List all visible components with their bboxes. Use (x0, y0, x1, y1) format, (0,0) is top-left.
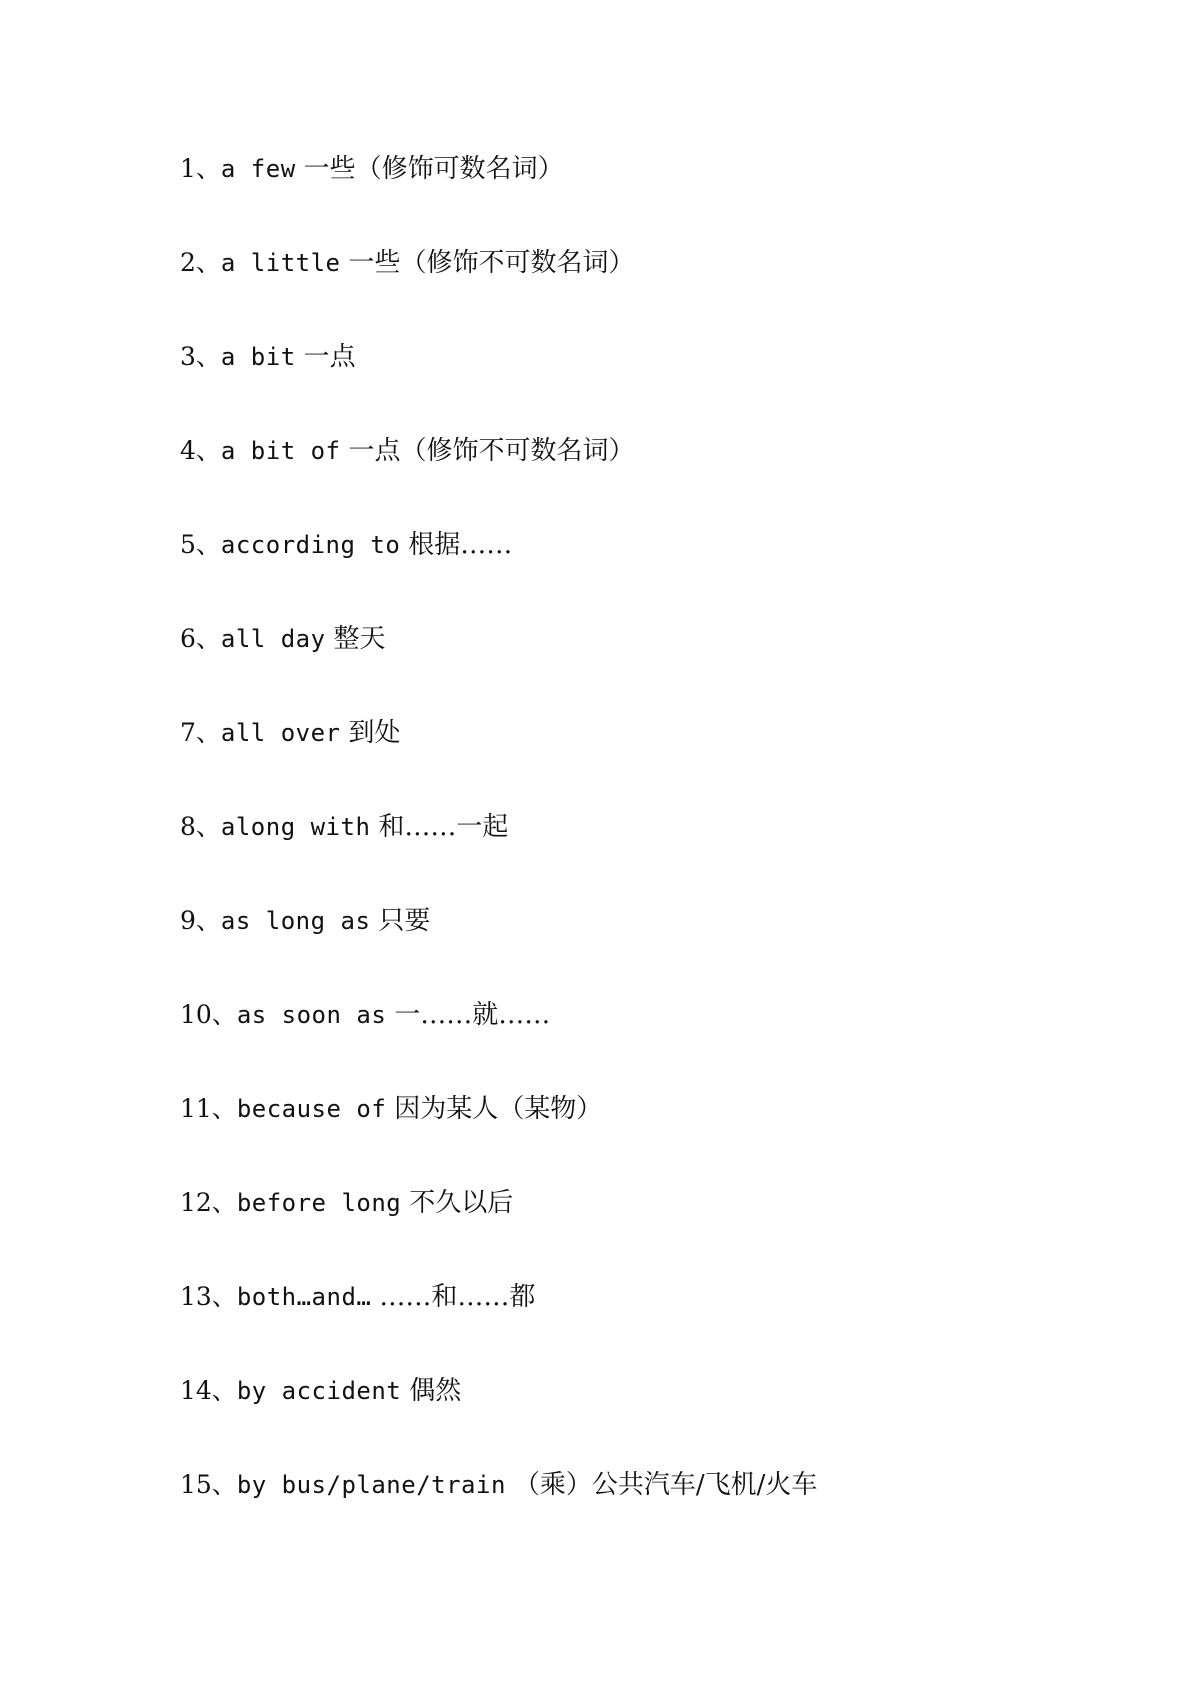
english-phrase: a few (220, 155, 296, 183)
english-phrase: a bit (220, 343, 296, 371)
list-item (180, 1182, 817, 1276)
item-number: 1、 (180, 154, 221, 183)
list-item (180, 618, 817, 712)
list-item (180, 994, 817, 1088)
chinese-meaning: 和……一起 (378, 812, 509, 842)
item-number: 10、 (180, 1000, 237, 1029)
list-item (180, 1464, 817, 1558)
item-number: 9、 (180, 906, 221, 935)
item-number: 14、 (180, 1376, 237, 1405)
item-number: 4、 (180, 436, 221, 465)
list-item (180, 806, 817, 900)
english-phrase: as long as (220, 907, 371, 935)
list-item (180, 1088, 817, 1182)
item-number: 13、 (180, 1282, 237, 1311)
english-phrase: by accident (236, 1377, 402, 1405)
item-number: 3、 (180, 342, 221, 371)
chinese-meaning: 一些（修饰可数名词） (303, 154, 564, 184)
chinese-meaning: 偶然 (409, 1376, 462, 1406)
chinese-meaning: 一……就…… (394, 1000, 551, 1030)
item-number: 2、 (180, 248, 221, 277)
english-phrase: both…and… (236, 1283, 372, 1311)
list-item (180, 1276, 817, 1370)
chinese-meaning: 不久以后 (409, 1188, 514, 1218)
english-phrase: by bus/plane/train (236, 1471, 506, 1499)
list-item (180, 430, 817, 524)
item-number: 6、 (180, 624, 221, 653)
item-number: 12、 (180, 1188, 237, 1217)
item-number: 7、 (180, 718, 221, 747)
chinese-meaning: ……和……都 (379, 1282, 536, 1312)
chinese-meaning: 根据…… (408, 530, 513, 560)
english-phrase: a little (220, 249, 341, 277)
list-item (180, 900, 817, 994)
english-phrase: as soon as (236, 1001, 387, 1029)
list-item (180, 242, 817, 336)
chinese-meaning: 一些（修饰不可数名词） (348, 248, 635, 278)
list-item (180, 336, 817, 430)
chinese-meaning: 到处 (348, 718, 401, 748)
english-phrase: along with (220, 813, 371, 841)
item-number: 15、 (180, 1470, 237, 1499)
english-phrase: before long (236, 1189, 402, 1217)
chinese-meaning: 因为某人（某物） (394, 1094, 603, 1124)
english-phrase: according to (220, 531, 401, 559)
chinese-meaning: 整天 (333, 624, 386, 654)
phrase-list (180, 148, 817, 1558)
chinese-meaning: 一点 (303, 342, 356, 372)
list-item (180, 712, 817, 806)
item-number: 11、 (180, 1094, 237, 1123)
chinese-meaning: 一点（修饰不可数名词） (348, 436, 635, 466)
list-item (180, 1370, 817, 1464)
english-phrase: all over (220, 719, 341, 747)
list-item (180, 524, 817, 618)
item-number: 5、 (180, 530, 221, 559)
english-phrase: all day (220, 625, 326, 653)
item-number: 8、 (180, 812, 221, 841)
chinese-meaning: 只要 (378, 906, 431, 936)
english-phrase: a bit of (220, 437, 341, 465)
chinese-meaning: （乘）公共汽车/飞机/火车 (513, 1470, 818, 1500)
list-item (180, 148, 817, 242)
english-phrase: because of (236, 1095, 387, 1123)
